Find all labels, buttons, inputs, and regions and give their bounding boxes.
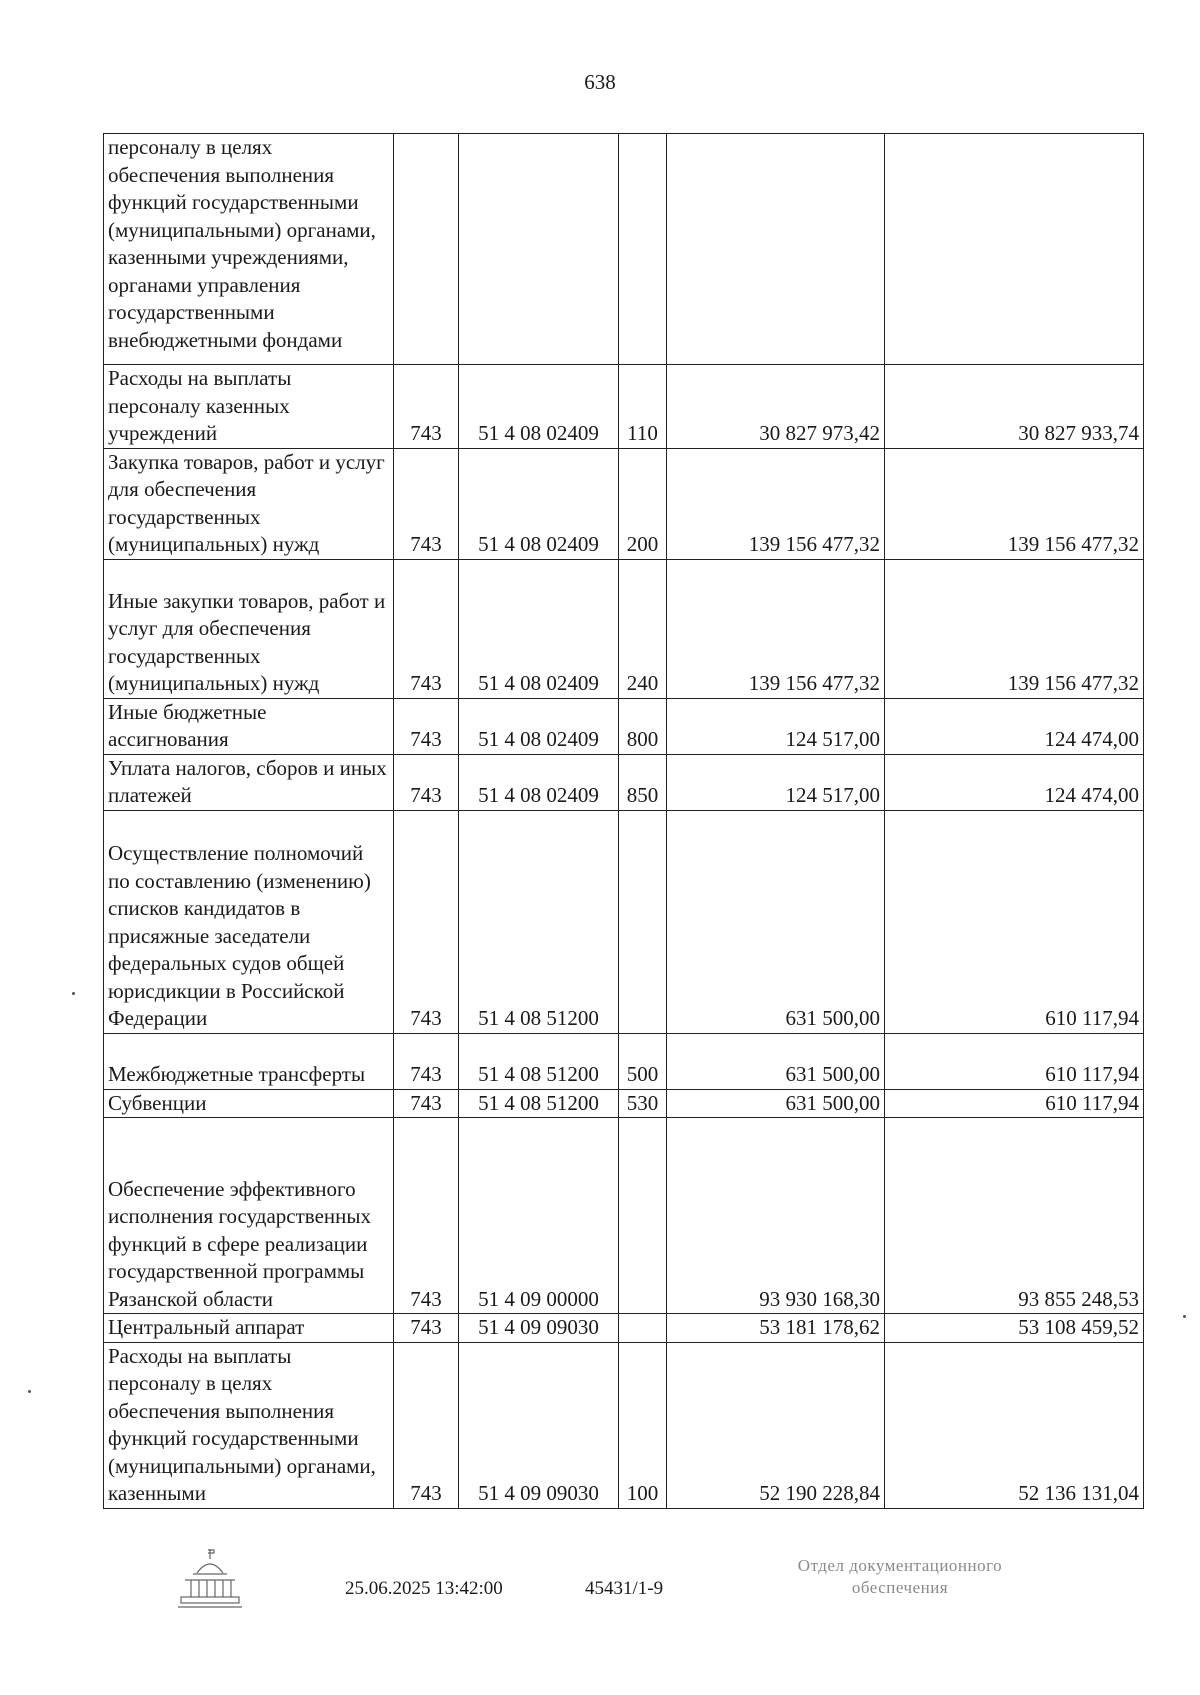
table-row — [104, 1033, 1144, 1089]
scan-speck — [1183, 1315, 1186, 1318]
table-row — [104, 448, 1144, 559]
table-row — [104, 810, 1144, 1033]
row-sum2: 53 108 459,52 — [885, 1314, 1144, 1343]
table-row — [104, 698, 1144, 754]
row-vr — [619, 1118, 667, 1314]
row-ved: 743 — [394, 1314, 459, 1343]
row-name: персоналу в целях обеспечения выполнения функций государственными (муниципальными) органами, казенными учреждениями, органами управления государственными внебюджетными фондами — [104, 134, 394, 365]
row-sum1: 631 500,00 — [667, 1033, 885, 1089]
row-ved: 743 — [394, 810, 459, 1033]
row-name: Уплата налогов, сборов и иных платежей — [104, 754, 394, 810]
row-ved: 743 — [394, 559, 459, 698]
row-ved: 743 — [394, 1089, 459, 1118]
row-vr: 200 — [619, 448, 667, 559]
row-sum1: 124 517,00 — [667, 698, 885, 754]
row-sum2: 30 827 933,74 — [885, 365, 1144, 449]
table-row — [104, 134, 1144, 365]
row-sum2: 610 117,94 — [885, 1033, 1144, 1089]
row-vr — [619, 134, 667, 365]
row-sum2: 610 117,94 — [885, 1089, 1144, 1118]
row-name: Обеспечение эффективного исполнения государственных функций в сфере реализации государственной программы Рязанской области — [104, 1118, 394, 1314]
table-row — [104, 1118, 1144, 1314]
row-name: Осуществление полномочий по составлению (изменению) списков кандидатов в присяжные заседатели федеральных судов общей юрисдикции в Российской Федерации — [104, 810, 394, 1033]
row-csr: 51 4 08 51200 — [459, 1033, 619, 1089]
row-sum1: 631 500,00 — [667, 1089, 885, 1118]
row-name: Межбюджетные трансферты — [104, 1033, 394, 1089]
row-sum2: 124 474,00 — [885, 754, 1144, 810]
duma-building-logo — [175, 1547, 245, 1611]
row-vr — [619, 1314, 667, 1343]
row-name: Расходы на выплаты персоналу казенных учреждений — [104, 365, 394, 449]
table-row — [104, 365, 1144, 449]
footer-datetime: 25.06.2025 13:42:00 — [345, 1578, 503, 1599]
row-name: Иные бюджетные ассигнования — [104, 698, 394, 754]
row-sum1: 93 930 168,30 — [667, 1118, 885, 1314]
row-vr: 110 — [619, 365, 667, 449]
row-csr — [459, 134, 619, 365]
scan-speck — [72, 992, 75, 995]
row-sum1: 139 156 477,32 — [667, 559, 885, 698]
row-vr: 530 — [619, 1089, 667, 1118]
row-ved: 743 — [394, 448, 459, 559]
row-name: Субвенции — [104, 1089, 394, 1118]
page-number: 638 — [584, 70, 616, 94]
table-row — [104, 1342, 1144, 1508]
budget-table — [103, 133, 1144, 1509]
row-vr: 100 — [619, 1342, 667, 1508]
table-row — [104, 754, 1144, 810]
row-sum1: 139 156 477,32 — [667, 448, 885, 559]
row-csr: 51 4 08 02409 — [459, 754, 619, 810]
row-sum2: 610 117,94 — [885, 810, 1144, 1033]
row-name: Иные закупки товаров, работ и услуг для обеспечения государственных (муниципальных) нужд — [104, 559, 394, 698]
row-csr: 51 4 09 09030 — [459, 1342, 619, 1508]
row-sum2: 93 855 248,53 — [885, 1118, 1144, 1314]
row-sum1: 124 517,00 — [667, 754, 885, 810]
row-sum1: 52 190 228,84 — [667, 1342, 885, 1508]
table-row — [104, 1314, 1144, 1343]
row-ved: 743 — [394, 365, 459, 449]
row-name: Закупка товаров, работ и услуг для обеспечения государственных (муниципальных) нужд — [104, 448, 394, 559]
table-row — [104, 559, 1144, 698]
row-vr: 240 — [619, 559, 667, 698]
table-row — [104, 1089, 1144, 1118]
row-sum2 — [885, 134, 1144, 365]
row-vr: 500 — [619, 1033, 667, 1089]
department-stamp — [750, 1555, 1050, 1599]
row-ved: 743 — [394, 1342, 459, 1508]
row-ved: 743 — [394, 1033, 459, 1089]
row-vr: 850 — [619, 754, 667, 810]
row-name: Центральный аппарат — [104, 1314, 394, 1343]
row-csr: 51 4 08 02409 — [459, 448, 619, 559]
row-sum1: 631 500,00 — [667, 810, 885, 1033]
scan-speck — [28, 1390, 31, 1393]
row-csr: 51 4 08 02409 — [459, 559, 619, 698]
row-ved: 743 — [394, 754, 459, 810]
row-name: Расходы на выплаты персоналу в целях обеспечения выполнения функций государственными (муниципальными) органами, казенными — [104, 1342, 394, 1508]
footer-doc-number: 45431/1-9 — [585, 1578, 664, 1599]
row-csr: 51 4 08 51200 — [459, 810, 619, 1033]
row-sum2: 124 474,00 — [885, 698, 1144, 754]
row-csr: 51 4 09 00000 — [459, 1118, 619, 1314]
row-csr: 51 4 08 51200 — [459, 1089, 619, 1118]
row-sum1: 30 827 973,42 — [667, 365, 885, 449]
row-sum1: 53 181 178,62 — [667, 1314, 885, 1343]
row-ved — [394, 134, 459, 365]
row-csr: 51 4 08 02409 — [459, 365, 619, 449]
row-csr: 51 4 08 02409 — [459, 698, 619, 754]
row-sum2: 52 136 131,04 — [885, 1342, 1144, 1508]
row-sum1 — [667, 134, 885, 365]
stamp-line-1: Отдел документационного — [797, 1556, 1003, 1575]
row-ved: 743 — [394, 698, 459, 754]
row-vr: 800 — [619, 698, 667, 754]
row-sum2: 139 156 477,32 — [885, 559, 1144, 698]
row-vr — [619, 810, 667, 1033]
row-sum2: 139 156 477,32 — [885, 448, 1144, 559]
row-csr: 51 4 09 09030 — [459, 1314, 619, 1343]
stamp-line-2: обеспечения — [851, 1578, 949, 1597]
row-ved: 743 — [394, 1118, 459, 1314]
